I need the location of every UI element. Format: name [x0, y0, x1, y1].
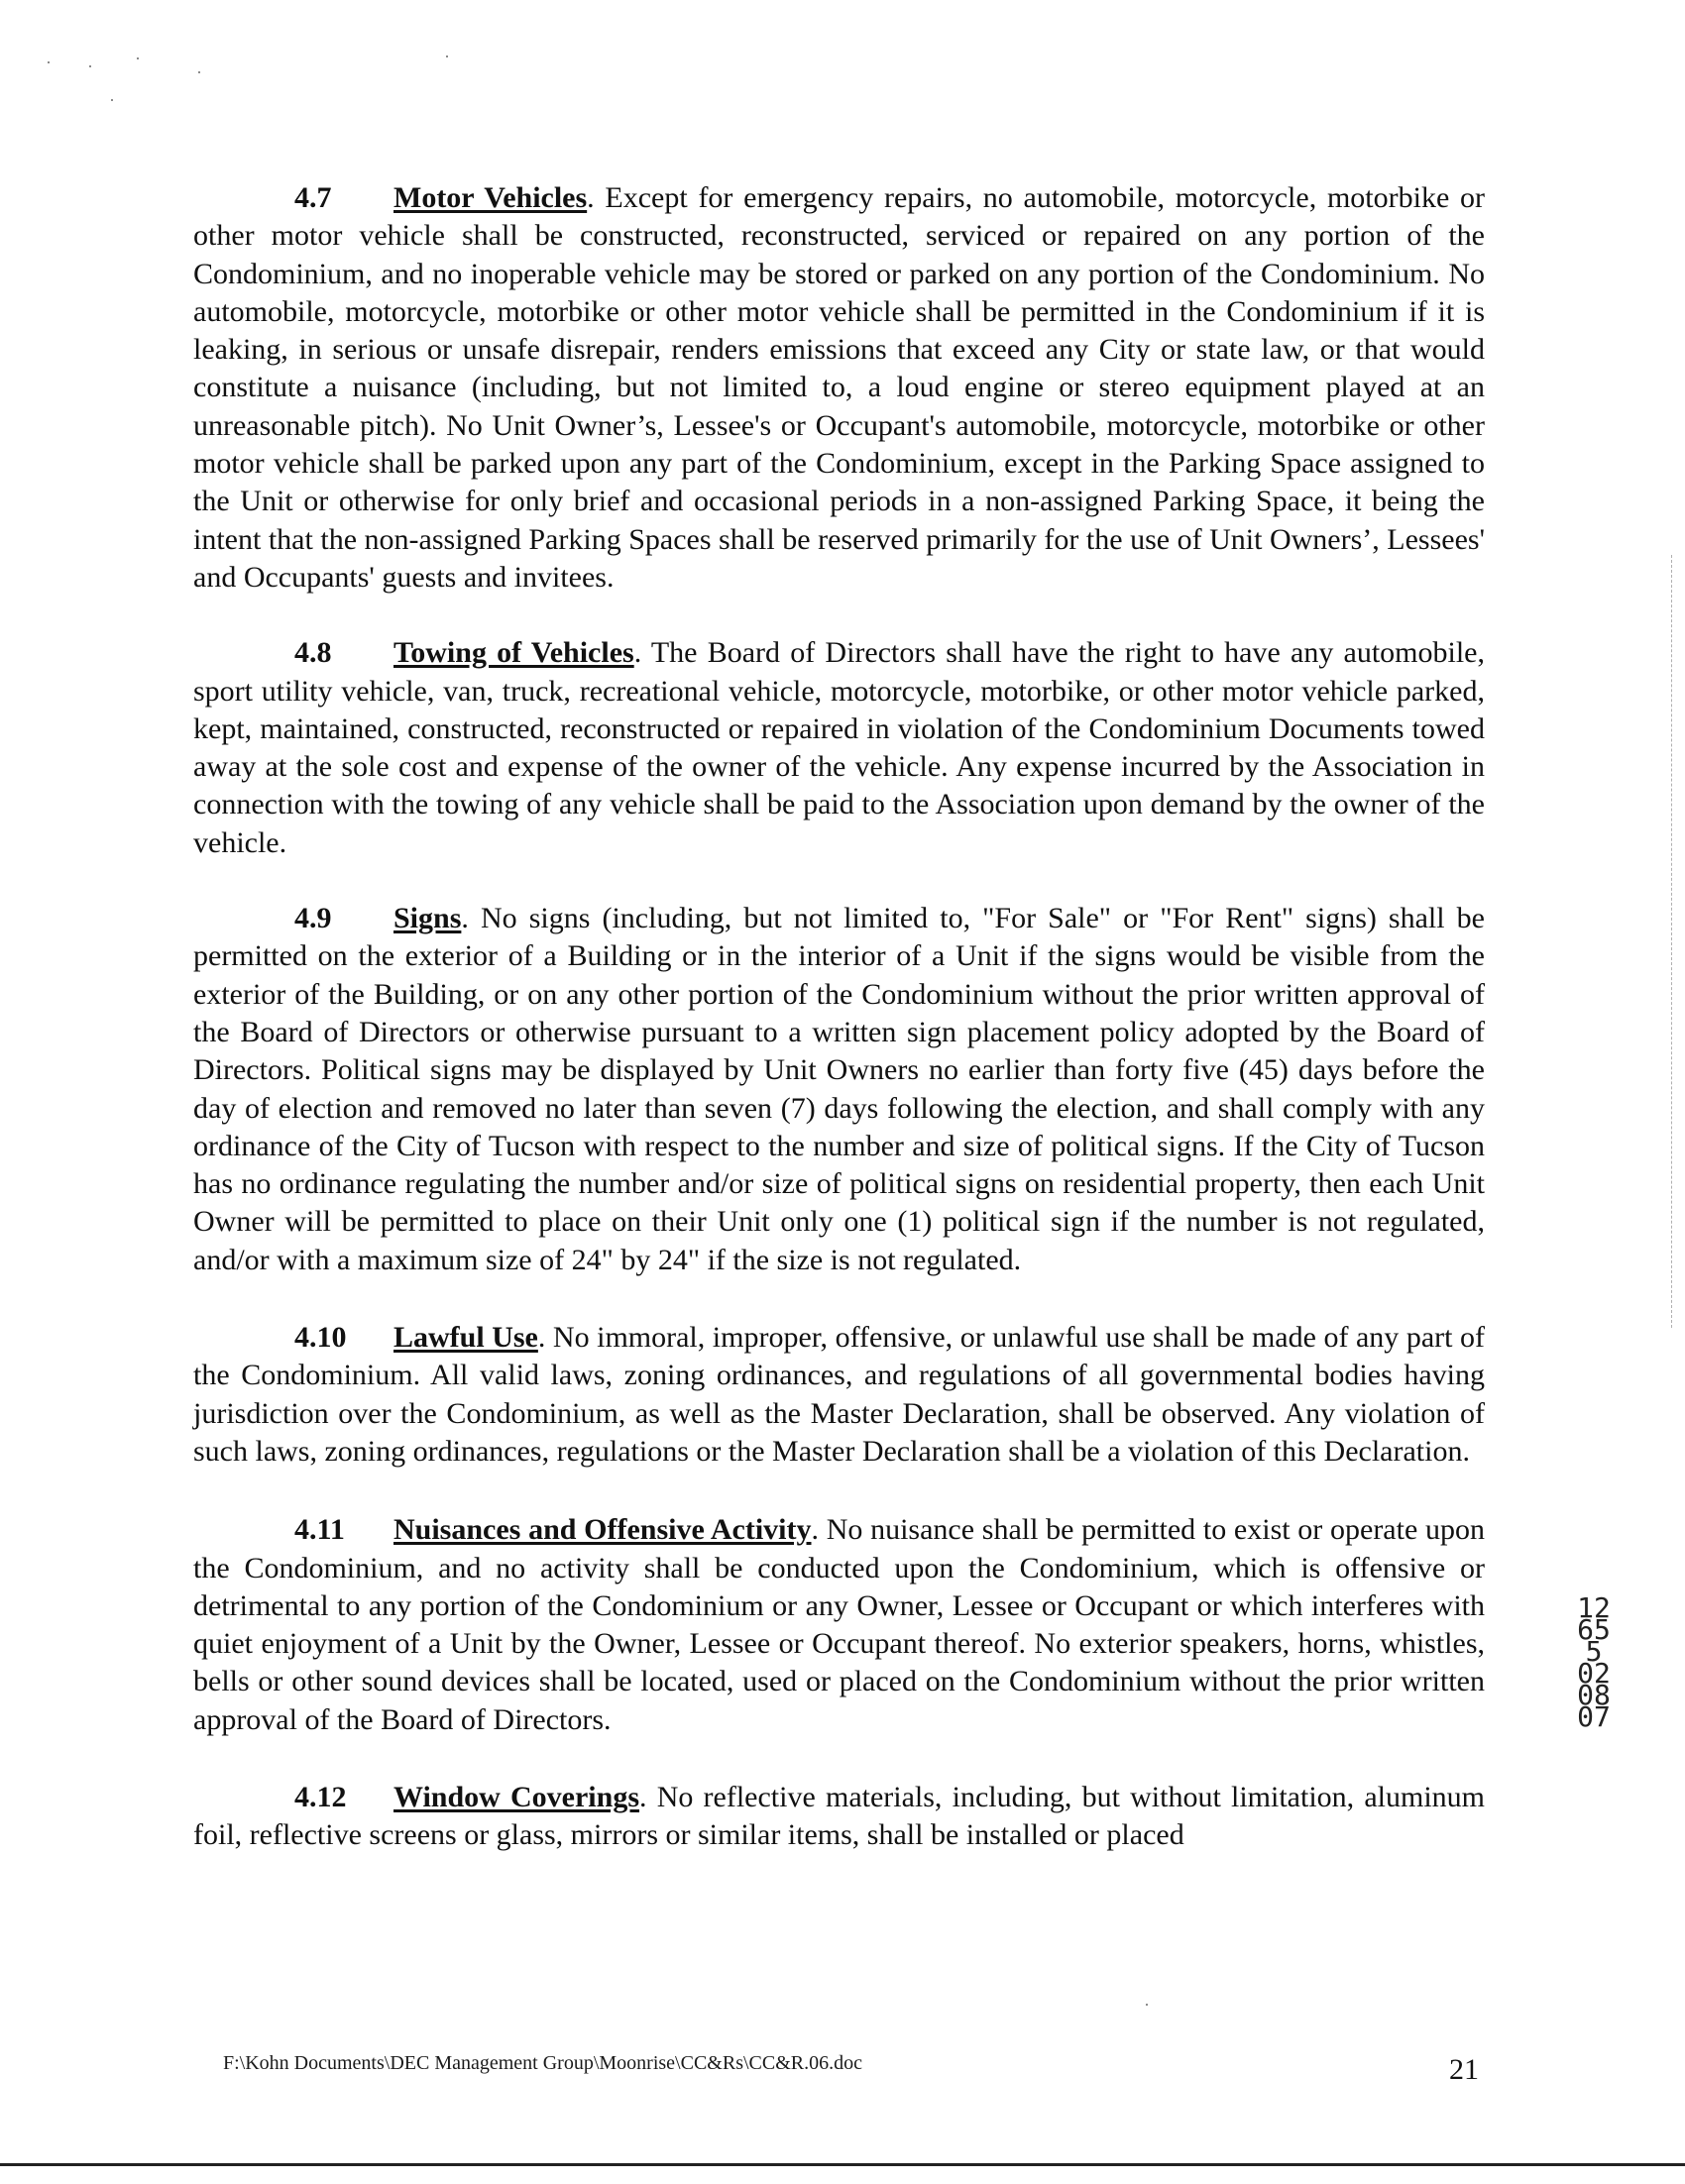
- section-text: . The Board of Directors shall have the right to have any automobile, sport utility vehicle, van, truck, recreational vehicle, motorcycle, motorbike, or other motor vehicle parked, kept, maintained, constructed, reconstructed or repaired in violation of the Condominium Documents towed away at the sole cost and expense of the owner of the vehicle. Any expense incurred by the Association in connection with the towing of any vehicle shall be paid to the Association upon demand by the owner of the vehicle.: [193, 636, 1485, 859]
- section-title: Lawful Use: [393, 1321, 538, 1355]
- section-4-11: [193, 1511, 1485, 1739]
- section-text: . No reflective materials, including, but without limitation, aluminum foil, reflective screens or glass, mirrors or similar items, shall be installed or placed: [193, 1780, 1485, 1852]
- section-number: 4.11: [294, 1513, 345, 1547]
- section-number: 4.10: [294, 1321, 347, 1355]
- recording-stamp: 12655 0208 07: [1577, 1591, 1628, 1733]
- document-body: [193, 179, 1485, 1855]
- section-title: Towing of Vehicles: [393, 636, 634, 670]
- section-4-7: [193, 179, 1485, 597]
- scan-bottom-rule: [0, 2163, 1685, 2166]
- section-number: 4.12: [294, 1780, 347, 1813]
- scan-speck: [48, 61, 50, 63]
- section-text: . Except for emergency repairs, no automobile, motorcycle, motorbike or other motor vehicle shall be constructed, reconstructed, serviced or repaired on any portion of the Condominium, and no inoperable vehicle may be stored or parked on any portion of the Condominium. No automobile, motorcycle, motorbike or other motor vehicle shall be permitted in the Condominium if it is leaking, in serious or unsafe disrepair, renders emissions that exceed any City or state law, or that would constitute a nuisance (including, but not limited to, a loud engine or stereo equipment played at an unreasonable pitch). No Unit Owner’s, Lessee's or Occupant's automobile, motorcycle, motorbike or other motor vehicle shall be parked upon any part of the Condominium, except in the Parking Space assigned to the Unit or otherwise for only brief and occasional periods in a non-assigned Parking Space, it being the intent that the non-assigned Parking Spaces shall be reserved primarily for the use of Unit Owners’, Lessees' and Occupants' guests and invitees.: [193, 181, 1485, 594]
- section-text: . No signs (including, but not limited to, "For Sale" or "For Rent" signs) shall be permitted on the exterior of a Building or in the interior of a Unit if the signs would be visible from the exterior of the Building, or on any other portion of the Condominium without the prior written approval of the Board of Directors or otherwise pursuant to a written sign placement policy adopted by the Board of Directors. Political signs may be displayed by Unit Owners no earlier than forty five (45) days before the day of election and removed no later than seven (7) days following the election, and shall comply with any ordinance of the City of Tucson with respect to the number and size of political signs. If the City of Tucson has no ordinance regulating the number and/or size of political signs on residential property, then each Unit Owner will be permitted to place on their Unit only one (1) political sign if the number is not regulated, and/or with a maximum size of 24" by 24" if the size is not regulated.: [193, 902, 1485, 1276]
- footer-file-path: F:\Kohn Documents\DEC Management Group\Moonrise\CC&Rs\CC&R.06.doc: [223, 2052, 862, 2074]
- scan-speck: [137, 57, 139, 59]
- section-number: 4.7: [294, 181, 332, 214]
- section-title: Motor Vehicles: [393, 181, 588, 214]
- scan-speck: [198, 71, 200, 73]
- section-title: Window Coverings: [393, 1780, 640, 1813]
- scan-speck: [111, 99, 113, 101]
- scan-margin-line: [1671, 555, 1673, 1328]
- section-4-12: [193, 1779, 1485, 1855]
- section-title: Nuisances and Offensive Activity: [393, 1513, 812, 1547]
- section-number: 4.9: [294, 902, 332, 935]
- scan-speck: [1146, 2004, 1148, 2006]
- section-title: Signs: [393, 902, 462, 935]
- section-text: . No immoral, improper, offensive, or unlawful use shall be made of any part of the Condominium. All valid laws, zoning ordinances, and regulations of all governmental bodies having jurisdiction over the Condominium, as well as the Master Declaration, shall be observed. Any violation of such laws, zoning ordinances, regulations or the Master Declaration shall be a violation of this Declaration.: [193, 1321, 1485, 1468]
- scan-speck: [446, 55, 448, 57]
- section-4-8: [193, 634, 1485, 862]
- section-4-9: [193, 900, 1485, 1279]
- section-4-10: [193, 1319, 1485, 1471]
- section-number: 4.8: [294, 636, 332, 670]
- scan-speck: [89, 65, 91, 67]
- section-text: . No nuisance shall be permitted to exist or operate upon the Condominium, and no activity shall be conducted upon the Condominium, which is offensive or detrimental to any portion of the Condominium or any Owner, Lessee or Occupant or which interferes with quiet enjoyment of a Unit by the Owner, Lessee or Occupant thereof. No exterior speakers, horns, whistles, bells or other sound devices shall be located, used or placed on the Condominium without the prior written approval of the Board of Directors.: [193, 1513, 1485, 1736]
- page-number: 21: [1449, 2053, 1479, 2086]
